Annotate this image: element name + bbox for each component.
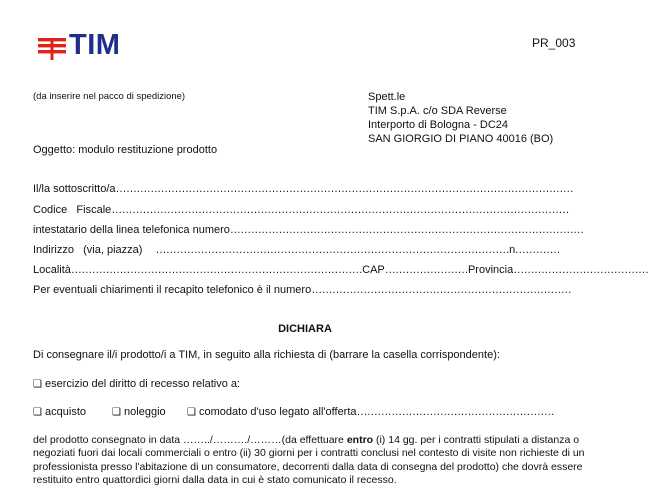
phone-label: Per eventuali chiarimenti il recapito telefonico è il numero (33, 284, 312, 296)
paragraph-part-1: del prodotto consegnato in data ……../………./………(da effettuare (33, 434, 347, 446)
withdrawal-checkbox-icon[interactable]: ❑ (33, 379, 42, 390)
line-holder-fill-line[interactable]: ………………………………………………………………………………………… (229, 224, 584, 236)
purchase-checkbox-icon[interactable]: ❑ (33, 407, 42, 418)
fiscal-code-fill-line[interactable]: …………………………………………………………………………………………………………………… (111, 204, 569, 216)
cap-fill-line[interactable]: …………………… (384, 264, 468, 276)
line-holder-row (33, 224, 584, 236)
rental-checkbox-icon[interactable]: ❑ (112, 407, 121, 418)
locality-row (33, 264, 648, 276)
paragraph-part-2: (i) 14 gg. per i contratti stipulati a distanza o negoziati fuori dai locali commerciali o entro (ii) 30 giorni per i contratti conclusi nel contesto di visite non richieste di un professionista presso l'abitazione di un consumatore, decorrenti dalla data di consegna del prodotto) che dovrà essere restituito entro quattordici giorni dalla data in cui è stato comunicato il recesso. (33, 434, 585, 487)
offer-fill-line[interactable]: ………………………………………………… (356, 406, 555, 418)
cap-label: CAP (362, 264, 385, 276)
address-line-2: TIM S.p.A. c/o SDA Reverse (368, 105, 507, 117)
declaration-paragraph (33, 434, 593, 488)
line-holder-label: intestatario della linea telefonica numero (33, 224, 230, 236)
loan-option-label: comodato d'uso legato all'offerta (199, 406, 357, 418)
document-code: PR_003 (532, 36, 576, 50)
phone-fill-line[interactable]: ………………………………………………………………… (311, 284, 572, 296)
province-label: Provincia (467, 264, 514, 276)
withdrawal-option-label: esercizio del diritto di recesso relativo a: (45, 378, 241, 390)
purchase-option (33, 406, 86, 418)
subject-line: Oggetto: modulo restituzione prodotto (33, 144, 218, 156)
address-line-4: SAN GIORGIO DI PIANO 40016 (BO) (368, 133, 554, 145)
locality-fill-line[interactable]: ………………………………………………………………………… (70, 264, 363, 276)
signer-label: Il/la sottoscritto/a (33, 183, 116, 195)
address-line-3: Interporto di Bologna - DC24 (368, 119, 509, 131)
declaration-intro: Di consegnare il/i prodotto/i a TIM, in seguito alla richiesta di (barrare la casella corrispondente): (33, 349, 500, 361)
address-label: Indirizzo (via, piazza) (33, 244, 143, 256)
signer-fill-line[interactable]: …………………………………………………………………………………………………………………… (115, 183, 574, 195)
instruction-note: (da inserire nel pacco di spedizione) (33, 91, 186, 102)
paragraph-bold-word: entro (346, 434, 374, 446)
fiscal-code-row (33, 204, 569, 216)
withdrawal-option (33, 378, 240, 390)
logo-wordmark: TIM (69, 29, 121, 61)
phone-row (33, 284, 571, 296)
number-label: n. (509, 244, 519, 256)
loan-option (187, 406, 554, 418)
declaration-title: DICHIARA (278, 323, 332, 335)
address-fill-line[interactable]: ………………………………………………………………………………………… (155, 244, 510, 256)
loan-checkbox-icon[interactable]: ❑ (187, 407, 196, 418)
address-row (33, 244, 560, 256)
locality-label: Località (33, 264, 71, 276)
number-fill-line[interactable]: ………… (518, 244, 560, 256)
province-fill-line[interactable]: ………………………………… (513, 264, 648, 276)
rental-option (112, 406, 166, 418)
purchase-option-label: acquisto (45, 406, 87, 418)
address-line-1: Spett.le (368, 91, 406, 103)
fiscal-code-label: Codice Fiscale (33, 204, 112, 216)
signer-row (33, 183, 573, 195)
rental-option-label: noleggio (124, 406, 166, 418)
